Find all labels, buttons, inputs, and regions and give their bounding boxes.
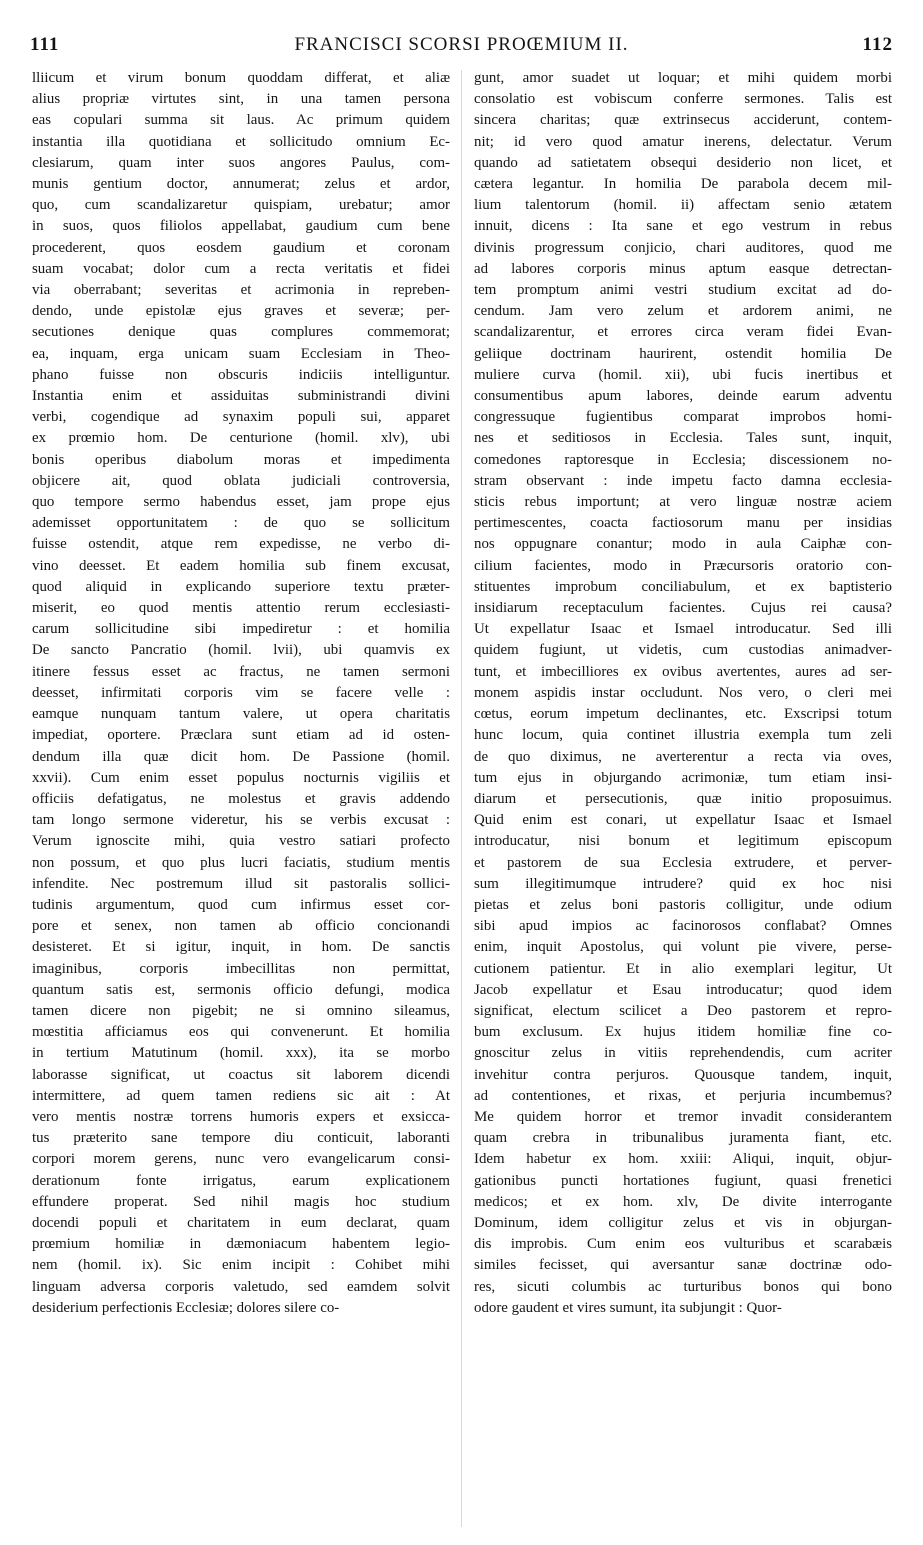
text-line: verbi, cogendique ad synaxim populi sui, apparet bbox=[32, 409, 450, 426]
text-line: Me quidem horror et tremor invadit considerantem bbox=[474, 1108, 892, 1125]
text-line: quo tempore sermo habendus esset, jam prope ejus bbox=[32, 494, 450, 511]
text-line: munis gentium doctor, annumerat; zelus et ardor, bbox=[32, 176, 450, 193]
text-line: dendum illa quæ dicit hom. De Passione (homil. bbox=[32, 748, 450, 765]
text-line: tamen dicere non pigebit; ne si omnino sileamus, bbox=[32, 1002, 450, 1019]
text-line: derationum fonte irrigatus, earum explicationem bbox=[32, 1172, 450, 1189]
text-line: gunt, amor suadet ut loquar; et mihi quidem morbi bbox=[474, 70, 892, 86]
text-line: vero mentis nostræ torrens humoris expers et exsicca- bbox=[32, 1108, 450, 1125]
text-line: effundere properat. Sed nihil magis hoc studium bbox=[32, 1193, 450, 1210]
text-line: similes fecisset, qui aversantur sanæ doctrinæ odo- bbox=[474, 1257, 892, 1274]
text-line: enim, inquit Apostolus, qui volunt pie vivere, perse- bbox=[474, 939, 892, 956]
text-line: cætera legantur. In homilia De parabola decem mil- bbox=[474, 176, 892, 193]
text-line: quantum satis est, sermonis officio defungi, modica bbox=[32, 981, 450, 998]
right-text-column bbox=[474, 68, 892, 1531]
text-line: docendi populi et charitatem in eum declarat, quam bbox=[32, 1214, 450, 1231]
text-line: via oberrabant; severitas et acrimonia in repreben- bbox=[32, 282, 450, 299]
text-line: innuit, dicens : Ita sane et ego vestrum in rebus bbox=[474, 218, 892, 235]
text-line: nos oppugnare conantur; modo in aula Caiphæ con- bbox=[474, 536, 892, 553]
text-line: sibi apud impios ac facinorosos conflabat? Omnes bbox=[474, 918, 892, 935]
text-line: De sancto Pancratio (homil. lvii), ubi quamvis ex bbox=[32, 642, 450, 659]
text-line: nit; id vero quod amatur inerens, delectatur. Verum bbox=[474, 133, 892, 150]
text-line: pietas et zelus boni pastoris colligitur, unde odium bbox=[474, 896, 892, 913]
text-line: ad contentiones, et rixas, et perjuria incumbemus? bbox=[474, 1087, 892, 1104]
text-line: sum illegitimumque intrudere? quid ex hoc nisi bbox=[474, 875, 892, 892]
text-line: in tertium Matutinum (homil. xxx), ita se morbo bbox=[32, 1045, 450, 1062]
text-line: stituentes improbum conciliabulum, et ex baptisterio bbox=[474, 578, 892, 595]
text-line: in suos, quos filiolos appellabat, gaudium cum bene bbox=[32, 218, 450, 235]
text-line: itinere fessus esset ac fractus, ne tamen sermoni bbox=[32, 663, 450, 680]
text-line: quando ad satietatem obsequi desiderio non licet, et bbox=[474, 154, 892, 171]
left-text-column bbox=[32, 68, 450, 1531]
text-line: imaginibus, corporis imbecillitas non permittat, bbox=[32, 960, 450, 977]
text-line: dis improbis. Cum enim eos vulturibus et scarabæis bbox=[474, 1236, 892, 1253]
text-line: laborasse significat, ut coactus sit laborem dicendi bbox=[32, 1066, 450, 1083]
text-line: stram observant : inde impetu facto damna ecclesia- bbox=[474, 472, 892, 489]
text-line: tam longo sermone videretur, his se verbis excusat : bbox=[32, 812, 450, 829]
text-line: gationibus puncti hortationes fugiunt, quasi frenetici bbox=[474, 1172, 892, 1189]
text-line: prœmium homiliæ in dæmoniacum habentem legio- bbox=[32, 1236, 450, 1253]
text-line: cendum. Jam vero zelum et ardorem animi, ne bbox=[474, 303, 892, 320]
page-number-left: 111 bbox=[30, 34, 60, 55]
text-line: quo, cum scandalizaretur quispiam, urebatur; amor bbox=[32, 197, 450, 214]
text-line: tunt, et imbecilliores ex ovibus avertentes, aures ad ser- bbox=[474, 663, 892, 680]
text-line: ea, inquam, erga unicam suam Ecclesiam in Theo- bbox=[32, 345, 450, 362]
text-line: consolatio est vobiscum conferre sermones. Talis est bbox=[474, 91, 892, 108]
text-line: gnoscitur zelus in vitiis reprehendendis, cum acriter bbox=[474, 1045, 892, 1062]
text-line: cilium facientes, modo in Præcursoris oratorio con- bbox=[474, 557, 892, 574]
running-header bbox=[30, 34, 893, 68]
text-line: secutiones denique quas complures commemorat; bbox=[32, 324, 450, 341]
text-line: alius propriæ virtutes sint, in una tamen persona bbox=[32, 91, 450, 108]
text-line: phano fuisse non obscuris indiciis intelliguntur. bbox=[32, 366, 450, 383]
text-line: et pastorem de sua Ecclesia extrudere, et perver- bbox=[474, 854, 892, 871]
text-line: corpori morem gerens, nunc vero evangelicarum consi- bbox=[32, 1151, 450, 1168]
text-line: eas copulari summa sit laus. Ac primum quidem bbox=[32, 112, 450, 129]
text-line: ademisset opportunitatem : de quo se sollicitum bbox=[32, 515, 450, 532]
text-line: Jacob expellatur et Esau introducatur; quod idem bbox=[474, 981, 892, 998]
text-line: quidem fugiunt, ut videtis, cum custodias animadver- bbox=[474, 642, 892, 659]
text-line: intermittere, ad quem tamen rediens sic ait : At bbox=[32, 1087, 450, 1104]
text-line: introducatur, nisi bonum et legitimum episcopum bbox=[474, 833, 892, 850]
text-line: Ut expellatur Isaac et Ismael introducatur. Sed illi bbox=[474, 621, 892, 638]
text-line: comedones raptoresque in Ecclesia; discessionem no- bbox=[474, 451, 892, 468]
text-line: hunc locum, quia continet illustria exempla tum zeli bbox=[474, 727, 892, 744]
text-line: muliere curva (homil. xii), ubi fucis inertibus et bbox=[474, 366, 892, 383]
text-line: non possum, et quo plus lucri faciatis, studium mentis bbox=[32, 854, 450, 871]
text-line: de quo diximus, ne averterentur a recta via oves, bbox=[474, 748, 892, 765]
page-number-right: 112 bbox=[862, 34, 893, 55]
text-line: lliicum et virum bonum quoddam differat, et aliæ bbox=[32, 70, 450, 86]
text-line: pertimescentes, coacta factiosorum manu per insidias bbox=[474, 515, 892, 532]
text-line: desisteret. Et si igitur, inquit, in hom. De sanctis bbox=[32, 939, 450, 956]
text-line: lium talentorum (homil. ii) affectam senio ætatem bbox=[474, 197, 892, 214]
text-line: medicos; et ex hom. xlv, De divite interrogante bbox=[474, 1193, 892, 1210]
text-line: tem promptum animi vestri studium excitat ad do- bbox=[474, 282, 892, 299]
text-line: miserit, eo quod mentis attentio rerum ecclesiasti- bbox=[32, 600, 450, 617]
text-line: desiderium perfectionis Ecclesiæ; dolores silere co- bbox=[32, 1299, 340, 1316]
text-line: officiis defatigatus, ne molestus et gravis addendo bbox=[32, 790, 450, 807]
text-line: procederent, quos eosdem gaudium et coronam bbox=[32, 239, 450, 256]
text-line: geliique doctrinam haurirent, ostendit homilia De bbox=[474, 345, 892, 362]
text-line: Idem habetur ex hom. xxiii: Aliqui, inquit, objur- bbox=[474, 1151, 892, 1168]
text-line: clesiarum, quam inter suos angores Paulus, com- bbox=[32, 154, 450, 171]
text-line: sincera charitas; quæ extrinsecus acciderunt, contem- bbox=[474, 112, 892, 129]
text-line: sticis rebus importunt; at vero linguæ nostræ aciem bbox=[474, 494, 892, 511]
column-divider bbox=[461, 70, 462, 1527]
running-title: FRANCISCI SCORSI PROŒMIUM II. bbox=[294, 34, 629, 55]
text-line: instantia illa quotidiana et sollicitudo omnium Ec- bbox=[32, 133, 450, 150]
text-line: ex prœmio hom. De centurione (homil. xlv), ubi bbox=[32, 430, 450, 447]
text-line: scandalizarentur, et errores circa veram fidei Evan- bbox=[474, 324, 892, 341]
text-line: fuisse ostendit, atque rem expedisse, ne verbo di- bbox=[32, 536, 450, 553]
text-line: invehitur contra perjuros. Quousque tandem, inquit, bbox=[474, 1066, 892, 1083]
text-line: xxvii). Cum enim esset populus nocturnis vigiliis et bbox=[32, 769, 450, 786]
text-line: res, sicuti columbis ac turturibus bonos qui bono bbox=[474, 1278, 892, 1295]
text-line: bonis operibus diabolum moras et impedimenta bbox=[32, 451, 450, 468]
text-line: divinis progressum conjicio, chari auditores, quod me bbox=[474, 239, 892, 256]
text-line: ad labores corporis minus aptum easque detrectan- bbox=[474, 260, 892, 277]
text-line: quod aliquid in explicando superiore textu præter- bbox=[32, 578, 450, 595]
text-line: deesset, infirmitati corporis vim se facere velle : bbox=[32, 684, 450, 701]
text-line: nes et seditiosos in Ecclesia. Tales sunt, inquit, bbox=[474, 430, 892, 447]
text-line: consumentibus apum labores, deinde earum adventu bbox=[474, 388, 892, 405]
text-line: eamque nunquam tantum valere, ut opera charitatis bbox=[32, 706, 450, 723]
text-line: mœstitia afficiamus eos qui convenerunt. Et homilia bbox=[32, 1024, 450, 1041]
text-line: linguam adversa corporis valetudo, sed eamdem solvit bbox=[32, 1278, 450, 1295]
text-line: suam vocabat; dolor cum a recta veritatis et fidei bbox=[32, 260, 450, 277]
text-line: Dominum, idem colligitur zelus et vis in objurgan- bbox=[474, 1214, 892, 1231]
text-line: diarum et persecutionis, quæ initio proposuimus. bbox=[474, 790, 892, 807]
text-line: congressuque fugientibus comparat improbos homi- bbox=[474, 409, 892, 426]
text-line: tus præterito sane tempore diu conticuit, laboranti bbox=[32, 1130, 450, 1147]
text-line: monem aspidis instar occludunt. Nos vero, o cleri mei bbox=[474, 684, 892, 701]
text-line: tudinis argumentum, quod cum infirmus esset cor- bbox=[32, 896, 450, 913]
text-line: carum sollicitudine sibi impediretur : et homilia bbox=[32, 621, 450, 638]
text-line: impediat, oportere. Præclara sunt etiam ad id osten- bbox=[32, 727, 450, 744]
text-line: quam crebra in tribunalibus juramenta fiant, etc. bbox=[474, 1130, 892, 1147]
text-line: odore gaudent et vires sumunt, ita subjungit : Quor- bbox=[474, 1299, 782, 1316]
text-line: tum ejus in objurgando acrimoniæ, tum etiam insi- bbox=[474, 769, 892, 786]
text-line: dendo, unde epistolæ ejus graves et severæ; per- bbox=[32, 303, 450, 320]
text-line: infendite. Nec postremum illud sit pastoralis sollici- bbox=[32, 875, 450, 892]
text-line: Quid enim est conari, ut expellatur Isaac et Ismael bbox=[474, 812, 892, 829]
text-line: Verum ignoscite mihi, quia vestro satiari profecto bbox=[32, 833, 450, 850]
text-line: significat, electum scilicet a Deo pastorem et repro- bbox=[474, 1002, 892, 1019]
text-line: nem (homil. ix). Sic enim incipit : Cohibet mihi bbox=[32, 1257, 450, 1274]
text-line: pore et senex, non tamen ab officio concionandi bbox=[32, 918, 450, 935]
text-line: insidiarum receptaculum facientes. Cujus rei causa? bbox=[474, 600, 892, 617]
text-line: bum exclusum. Ex hujus itidem homiliæ fine co- bbox=[474, 1024, 892, 1041]
text-line: vino deesset. Et eadem homilia sub finem excusat, bbox=[32, 557, 450, 574]
text-line: Instantia enim et assiduitas subministrandi divini bbox=[32, 388, 450, 405]
text-line: objicere ait, quod oblata judiciali controversia, bbox=[32, 472, 450, 489]
text-line: cutionem patientur. Et in alio exemplari legitur, Ut bbox=[474, 960, 892, 977]
text-line: cœtus, eorum impetum declinantes, etc. Exscripsi totum bbox=[474, 706, 892, 723]
